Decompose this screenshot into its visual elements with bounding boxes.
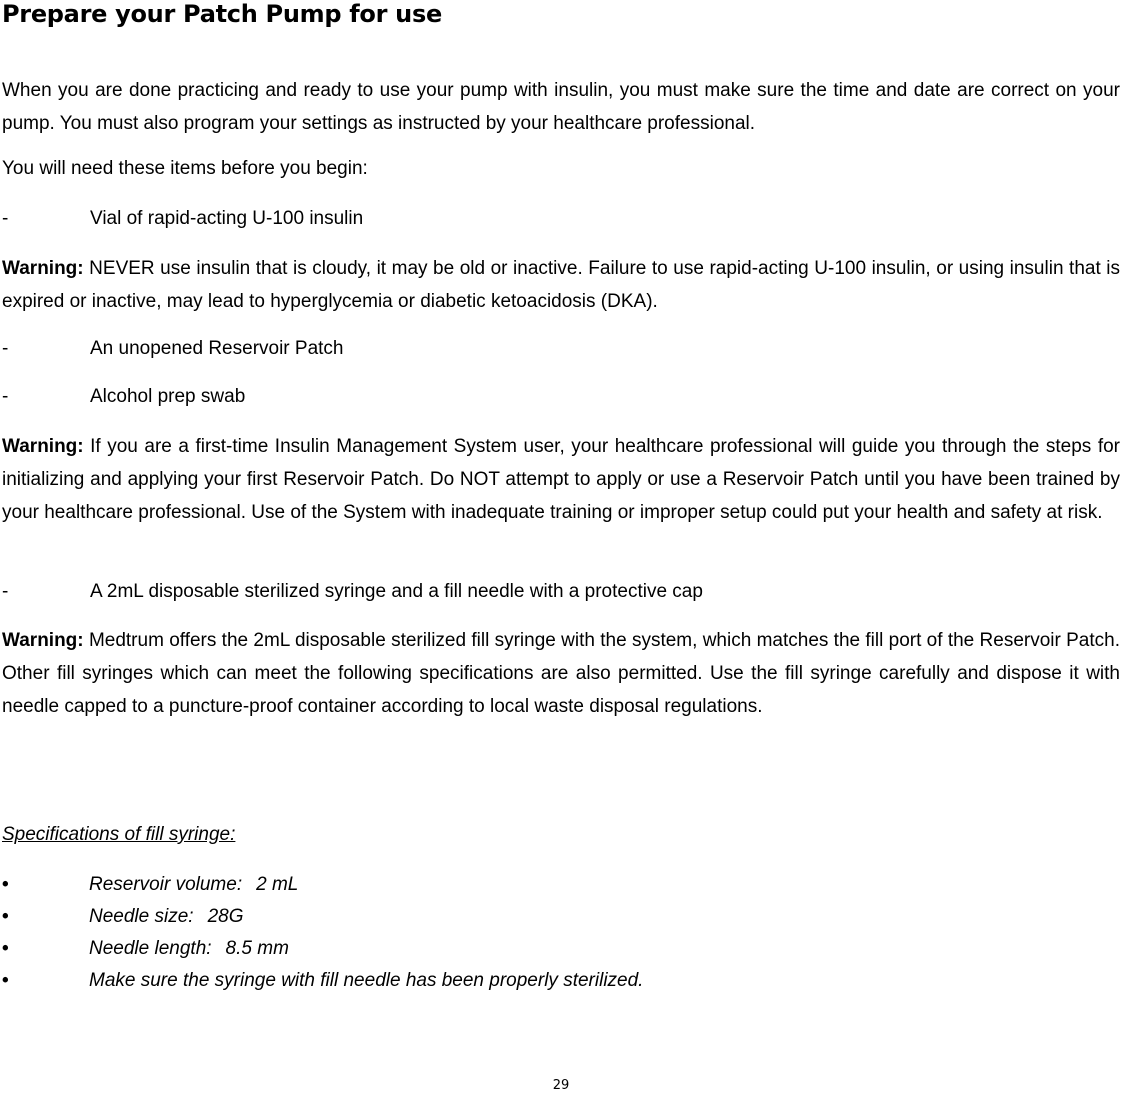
list-item-text: Vial of rapid-acting U-100 insulin <box>90 208 364 229</box>
warning-label: Warning: <box>2 258 84 279</box>
bullet-marker: • <box>2 874 9 895</box>
warning-training <box>2 430 1120 529</box>
warning-text: NEVER use insulin that is cloudy, it may be old or inactive. Failure to use rapid-acting U-100 insulin, or using insulin that is expired or inactive, may lead to hyperglycemia or diabetic ketoacidosis (DKA). <box>2 258 1121 312</box>
page-number: 29 <box>552 1078 570 1093</box>
bullet-marker: • <box>2 970 9 991</box>
dash-marker: - <box>2 338 9 359</box>
warning-insulin <box>2 252 1120 318</box>
spec-value: 28G <box>207 906 244 927</box>
intro-paragraph <box>2 74 1120 140</box>
items-lead <box>2 152 1120 185</box>
list-item-text: A 2mL disposable sterilized syringe and a fill needle with a protective cap <box>90 581 703 602</box>
dash-marker: - <box>2 386 9 407</box>
warning-text: Medtrum offers the 2mL disposable sterilized fill syringe with the system, which matches the fill port of the Reservoir Patch. Other fill syringes which can meet the following specifications are also permitted. Use the fill syringe carefully and dispose it with needle capped to a puncture-proof container according to local waste disposal regulations. <box>2 630 1120 717</box>
warning-fill-syringe <box>2 624 1120 723</box>
warning-text: If you are a first-time Insulin Management System user, your healthcare professional will guide you through the steps for initializing and applying your first Reservoir Patch. Do NOT attempt to apply or use a Reservoir Patch until you have been trained by your healthcare professional. Use of the System with inadequate training or improper setup could put your health and safety at risk. <box>2 436 1121 523</box>
items-lead-text: You will need these items before you begin: <box>2 158 368 179</box>
dash-marker: - <box>2 208 9 229</box>
spec-label: Needle size: <box>89 906 194 927</box>
page-title: Prepare your Patch Pump for use <box>2 0 442 28</box>
bullet-marker: • <box>2 906 9 927</box>
spec-heading: Specifications of fill syringe: <box>2 824 236 845</box>
intro-text: When you are done practicing and ready to use your pump with insulin, you must make sure the time and date are correct on your pump. You must also program your settings as instructed by your healthcare professional. <box>2 80 1120 134</box>
spec-note: Make sure the syringe with fill needle has been properly sterilized. <box>89 970 644 991</box>
list-item-text: An unopened Reservoir Patch <box>90 338 344 359</box>
spec-value: 8.5 mm <box>225 938 289 959</box>
spec-value: 2 mL <box>256 874 299 895</box>
list-item-text: Alcohol prep swab <box>90 386 246 407</box>
warning-label: Warning: <box>2 436 84 457</box>
spec-label: Needle length: <box>89 938 212 959</box>
dash-marker: - <box>2 581 9 602</box>
bullet-marker: • <box>2 938 9 959</box>
warning-label: Warning: <box>2 630 84 651</box>
spec-label: Reservoir volume: <box>89 874 243 895</box>
